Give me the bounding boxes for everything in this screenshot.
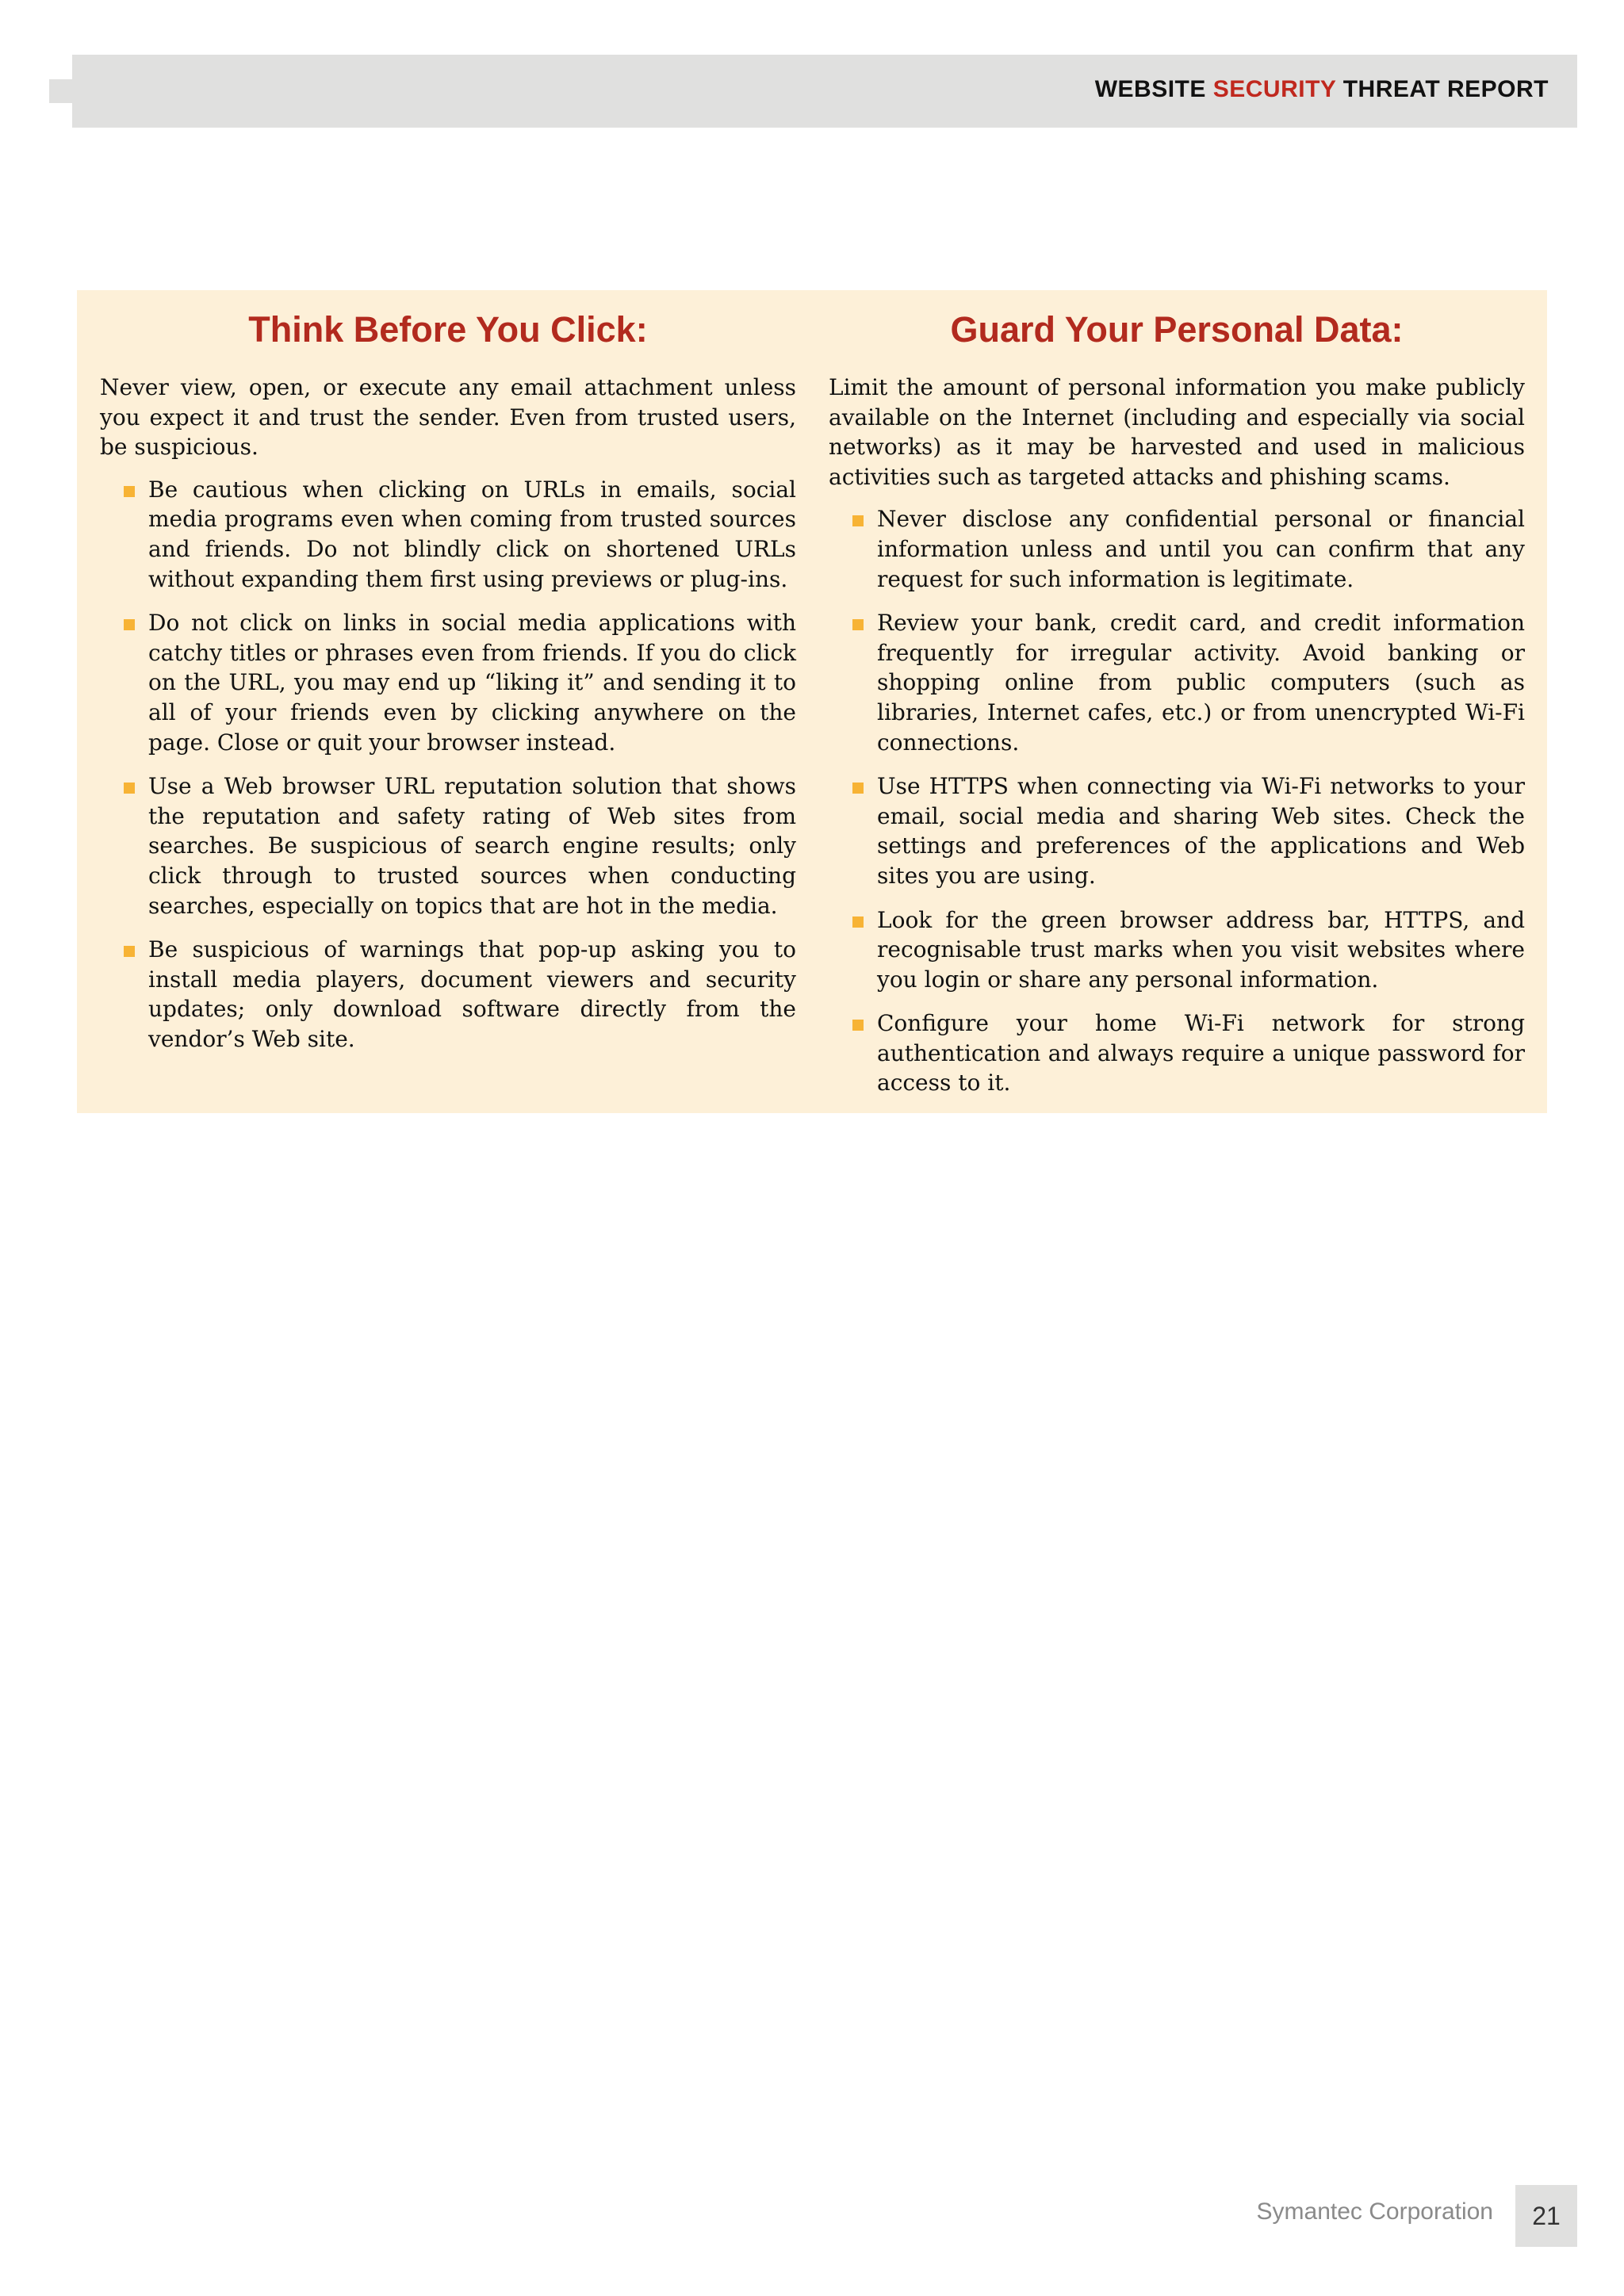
tip-item: Do not click on links in social media applications with catchy titles or phrases even from friends. If you do click on the URL, you may end up “liking it” and sending it to all of your friends even by clicking anywhere on the page. Close or quit your browser instead. bbox=[100, 608, 796, 757]
column-intro: Never view, open, or execute any email attachment unless you expect it and trust the sender. Even from trusted users, be suspicious. bbox=[100, 374, 796, 461]
tips-list bbox=[100, 475, 796, 1054]
tip-item: Be cautious when clicking on URLs in emails, social media programs even when coming from trusted sources and friends. Do not blindly click on shortened URLs without expanding them first using previews or plug-ins. bbox=[100, 475, 796, 594]
bullet-square-icon bbox=[852, 1020, 864, 1031]
bullet-square-icon bbox=[124, 783, 135, 794]
bullet-square-icon bbox=[124, 619, 135, 630]
tip-item: Configure your home Wi-Fi network for strong authentication and always require a unique password for access to it. bbox=[829, 1008, 1525, 1098]
tips-list bbox=[829, 504, 1525, 1098]
report-title: WEBSITE SECURITY THREAT REPORT bbox=[1094, 76, 1549, 102]
bullet-square-icon bbox=[852, 515, 864, 526]
tip-item: Review your bank, credit card, and credit information frequently for irregular activity. Avoid banking or shopping online from public computers (such as libraries, Internet cafes, etc.) or from unencrypted Wi-Fi connections. bbox=[829, 608, 1525, 757]
tip-item: Use a Web browser URL reputation solution that shows the reputation and safety rating of Web sites from searches. Be suspicious of search engine results; only click through to trusted sources when conducting searches, especially on topics that are hot in the media. bbox=[100, 771, 796, 920]
tip-item: Use HTTPS when connecting via Wi-Fi networks to your email, social media and sharing Web sites. Check the settings and preferences of the applications and Web sites you are using. bbox=[829, 771, 1525, 890]
security-tips-box bbox=[77, 290, 1547, 1113]
column-title: Think Before You Click: bbox=[248, 309, 648, 350]
tip-item: Never disclose any confidential personal or financial information unless and until you can confirm that any request for such information is legitimate. bbox=[829, 504, 1525, 594]
footer-company-name: Symantec Corporation bbox=[1256, 2198, 1493, 2225]
think-before-you-click-column bbox=[100, 290, 796, 1068]
page-number: 21 bbox=[1532, 2202, 1561, 2230]
bullet-square-icon bbox=[124, 946, 135, 957]
column-intro: Limit the amount of personal information you make publicly available on the Internet (including and especially via social networks) as it may be harvested and used in malicious activities such as targeted attacks and phishing scams. bbox=[829, 374, 1525, 490]
bullet-square-icon bbox=[852, 619, 864, 630]
tip-item: Look for the green browser address bar, HTTPS, and recognisable trust marks when you visit websites where you login or share any personal information. bbox=[829, 905, 1525, 995]
bullet-square-icon bbox=[852, 783, 864, 794]
page-number-box bbox=[1515, 2185, 1577, 2247]
bullet-square-icon bbox=[852, 916, 864, 928]
column-title: Guard Your Personal Data: bbox=[950, 309, 1404, 350]
tip-item: Be suspicious of warnings that pop-up asking you to install media players, document viewers and security updates; only download software directly from the vendor’s Web site. bbox=[100, 935, 796, 1054]
bullet-square-icon bbox=[124, 486, 135, 497]
guard-your-personal-data-column bbox=[829, 290, 1525, 1112]
